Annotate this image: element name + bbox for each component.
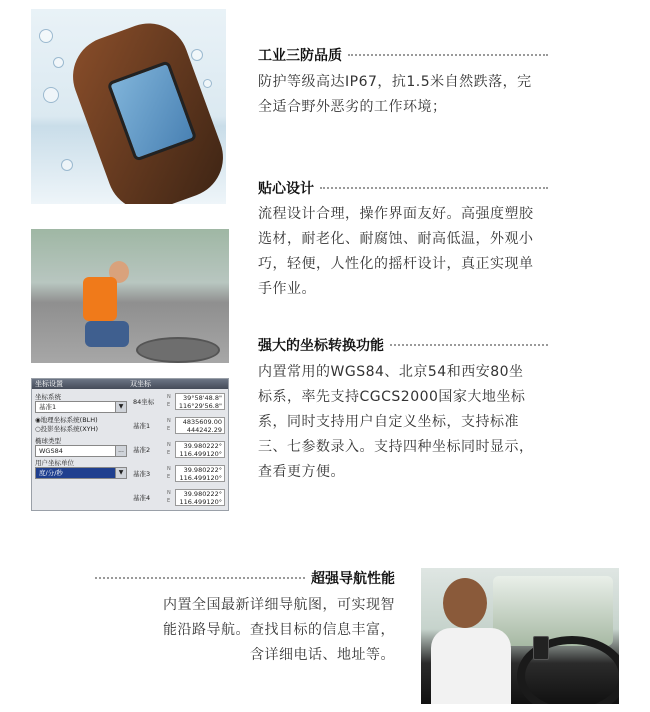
tab-coord-settings: 坐标设置 <box>32 379 127 389</box>
coord-system-label: 坐标系统 <box>35 393 61 401</box>
radio-xyh: ○投影坐标系统(XYH) <box>35 425 99 433</box>
chevron-down-icon: ▼ <box>115 467 127 479</box>
row-label-base1: 基准1 <box>133 422 151 430</box>
section-text-design: 流程设计合理，操作界面友好。高强度塑胶 选材，耐老化、耐腐蚀、耐高低温，外观小 巧，轻便，人性化的摇杆设计，真正实现单 手作业。 <box>258 206 534 297</box>
n-mark: N <box>167 466 171 472</box>
e-mark: E <box>167 450 171 456</box>
coord-system-select: 基准1 <box>35 401 116 413</box>
ellipsoid-select: WGS84 <box>35 445 116 457</box>
section-title-coordinates: 强大的坐标转换功能 <box>258 335 548 355</box>
coord-value-base1: 4835609.00 444242.29 <box>175 417 225 434</box>
section-text-coordinates: 内置常用的WGS84、北京54和西安80坐 标系，率先支持CGCS2000国家大地坐标 系，同时支持用户自定义坐标，支持标准 三、七参数录入。支持四种坐标同时显示， 查看更方便。 <box>258 364 534 480</box>
section-text-rugged: 防护等级高达IP67，抗1.5米自然跌落，完 全适合野外恶劣的工作环境； <box>258 74 532 115</box>
coord-value-84: 39°58'48.8" 116°29'56.8" <box>175 393 225 410</box>
e-mark: E <box>167 498 171 504</box>
section-title-rugged: 工业三防品质 <box>258 45 548 65</box>
radio-blh: ◉地理坐标系统(BLH) <box>35 416 98 424</box>
coord-value-base3: 39.980222° 116.499120° <box>175 465 225 482</box>
row-label-base2: 基准2 <box>133 446 151 454</box>
unit-select: 度/分/秒 <box>35 467 116 479</box>
device-in-hand <box>533 636 549 660</box>
ellipsoid-more-button: ... <box>115 445 127 457</box>
coord-value-base4: 39.980222° 116.499120° <box>175 489 225 506</box>
row-label-base4: 基准4 <box>133 494 151 502</box>
e-mark: E <box>167 474 171 480</box>
coord-value-base2: 39.980222° 116.499120° <box>175 441 225 458</box>
chevron-down-icon: ▼ <box>115 401 127 413</box>
section-title-design: 贴心设计 <box>258 178 548 198</box>
section-text-navigation: 内置全国最新详细导航图，可实现智 能沿路导航。查找目标的信息丰富， 含详细电话、地址等。 <box>163 597 395 663</box>
unit-label: 用户坐标单位 <box>35 459 74 467</box>
row-label-base3: 基准3 <box>133 470 151 478</box>
row-label-84: 84坐标 <box>133 398 155 406</box>
coordinate-settings-screenshot <box>31 378 229 511</box>
driver-navigation-photo <box>421 568 619 704</box>
n-mark: N <box>167 418 171 424</box>
section-title-navigation: 超强导航性能 <box>95 568 395 588</box>
n-mark: N <box>167 394 171 400</box>
e-mark: E <box>167 402 171 408</box>
e-mark: E <box>167 426 171 432</box>
ellipsoid-label: 椭球类型 <box>35 437 61 445</box>
tab-dual-coord: 双坐标 <box>127 379 228 389</box>
n-mark: N <box>167 490 171 496</box>
n-mark: N <box>167 442 171 448</box>
rugged-device-photo <box>31 9 226 204</box>
field-worker-photo <box>31 229 229 363</box>
